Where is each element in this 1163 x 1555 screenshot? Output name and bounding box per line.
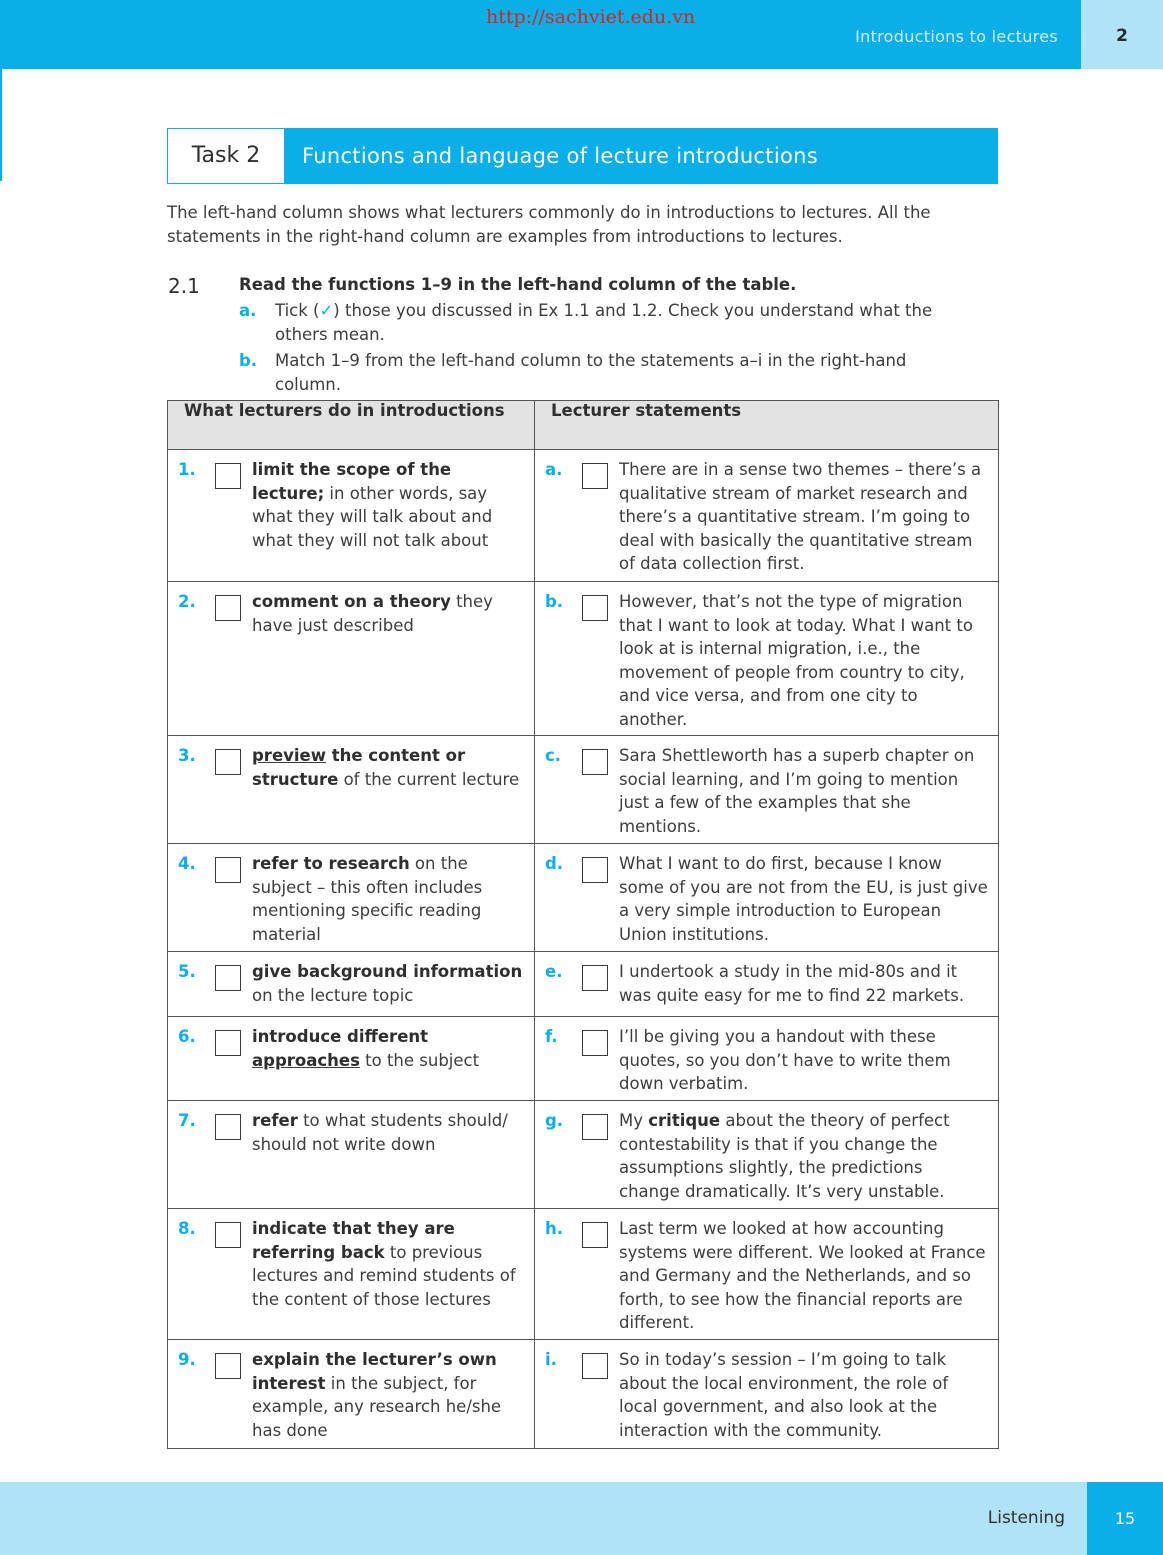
- function-checkbox[interactable]: [215, 1030, 241, 1056]
- function-cell: [168, 952, 535, 1017]
- text-segment: So in today’s session – I’m going to talk about the local environment, the role of local government, and also look at the interaction with the community.: [619, 1350, 949, 1440]
- table-row: [168, 1340, 999, 1449]
- function-number: 2.: [178, 592, 196, 611]
- statement-letter: d.: [545, 854, 564, 873]
- text-segment: to the subject: [359, 1050, 480, 1070]
- text-segment: about the theory of perfect contestability is that if you change the assumptions slightly, the predictions change dramatically. It’s very unstable.: [619, 1111, 950, 1201]
- statement-checkbox[interactable]: [582, 1353, 608, 1379]
- statement-checkbox[interactable]: [582, 1114, 608, 1140]
- page-number: 15: [1087, 1482, 1163, 1555]
- text-segment: in other words, say what they will talk about and what they will not talk about: [252, 483, 493, 550]
- function-checkbox[interactable]: [215, 463, 241, 489]
- statement-text: [619, 458, 988, 576]
- text-segment: give background information: [252, 962, 523, 981]
- function-number: 1.: [178, 460, 196, 479]
- statement-checkbox[interactable]: [582, 857, 608, 883]
- statement-text: [619, 1025, 988, 1096]
- footer-section-label: Listening: [987, 1508, 1065, 1528]
- text-segment: they have just described: [252, 592, 493, 635]
- sub-letter-a: a.: [239, 301, 257, 320]
- text-segment: limit the scope of the lecture;: [252, 460, 452, 503]
- text-segment: indicate that they are referring back: [252, 1219, 455, 1262]
- function-cell: [168, 736, 535, 844]
- statement-cell: [535, 844, 999, 952]
- statement-checkbox[interactable]: [582, 1030, 608, 1056]
- sub-instruction-b: [239, 349, 975, 397]
- exercise-instruction: Read the functions 1–9 in the left-hand column of the table.: [239, 275, 797, 294]
- function-checkbox[interactable]: [215, 965, 241, 991]
- statement-letter: f.: [545, 1027, 558, 1046]
- text-segment: on the subject – this often includes mentioning specific reading material: [252, 854, 483, 944]
- statement-checkbox[interactable]: [582, 1222, 608, 1248]
- table-row: [168, 844, 999, 952]
- function-cell: [168, 1209, 535, 1340]
- table-row: [168, 450, 999, 582]
- function-text: [252, 1025, 524, 1072]
- statement-text: [619, 1109, 988, 1203]
- chapter-title: Introductions to lectures: [855, 27, 1058, 46]
- function-checkbox[interactable]: [215, 1353, 241, 1379]
- table-row: [168, 1101, 999, 1209]
- chapter-number-tab: 2: [1081, 0, 1163, 69]
- intro-paragraph: The left-hand column shows what lecturers commonly do in introductions to lectures. All the statements in the right-hand column are examples from introductions to lectures.: [167, 203, 931, 246]
- sub-text-b: Match 1–9 from the left-hand column to the statements a–i in the right-hand column.: [275, 351, 907, 394]
- function-number: 8.: [178, 1219, 196, 1238]
- function-number: 7.: [178, 1111, 196, 1130]
- function-cell: [168, 844, 535, 952]
- function-text: [252, 852, 524, 946]
- statement-text: [619, 960, 988, 1007]
- sub-instruction-a: [239, 299, 975, 347]
- statement-checkbox[interactable]: [582, 463, 608, 489]
- matching-table: [167, 400, 999, 1449]
- statement-checkbox[interactable]: [582, 595, 608, 621]
- statement-letter: e.: [545, 962, 563, 981]
- function-text: [252, 1217, 524, 1311]
- function-text: [252, 960, 524, 1007]
- sub-text-a-end: ) those you discussed in Ex 1.1 and 1.2. Check you understand what the others mean.: [275, 301, 933, 344]
- tick-mark-icon: ✓: [319, 301, 334, 320]
- function-checkbox[interactable]: [215, 857, 241, 883]
- text-segment: in the subject, for example, any research he/she has done: [252, 1373, 502, 1440]
- text-segment: refer: [252, 1111, 298, 1130]
- function-cell: [168, 450, 535, 582]
- statement-letter: c.: [545, 746, 562, 765]
- statement-text: [619, 852, 988, 946]
- function-cell: [168, 1101, 535, 1209]
- left-margin-rule: [0, 69, 2, 181]
- statement-cell: [535, 1340, 999, 1449]
- site-url[interactable]: http://sachviet.edu.vn: [486, 6, 696, 28]
- column-header-functions: What lecturers do in introductions: [168, 401, 535, 450]
- statement-letter: i.: [545, 1350, 557, 1369]
- function-cell: [168, 1017, 535, 1101]
- statement-text: [619, 590, 988, 731]
- function-number: 6.: [178, 1027, 196, 1046]
- statement-cell: [535, 952, 999, 1017]
- statement-letter: b.: [545, 592, 564, 611]
- text-segment: critique: [648, 1111, 721, 1130]
- statement-checkbox[interactable]: [582, 749, 608, 775]
- text-segment: of the current lecture: [338, 769, 520, 789]
- function-cell: [168, 582, 535, 736]
- statement-cell: [535, 1017, 999, 1101]
- function-text: [252, 590, 524, 637]
- text-segment: comment on a theory: [252, 592, 451, 611]
- text-segment: preview: [252, 746, 326, 765]
- statement-text: [619, 1217, 988, 1335]
- text-segment: What I want to do first, because I know some of you are not from the EU, is just give a very simple introduction to European Union institutions.: [619, 854, 988, 944]
- function-number: 5.: [178, 962, 196, 981]
- text-segment: However, that’s not the type of migration that I want to look at today. What I want to look at is internal migration, i.e., the movement of people from country to city, and vice versa, and from one city to another.: [619, 592, 973, 729]
- text-segment: My: [619, 1111, 649, 1130]
- sub-text-a-start: Tick (: [275, 301, 320, 320]
- text-segment: introduce different: [252, 1027, 429, 1046]
- text-segment: the content or structure: [252, 746, 466, 789]
- function-number: 3.: [178, 746, 196, 765]
- footer-bar: [0, 1482, 1087, 1555]
- table-row: [168, 1209, 999, 1340]
- task-header: [167, 128, 998, 184]
- text-segment: refer to research: [252, 854, 410, 873]
- text-segment: explain the lecturer’s own interest: [252, 1350, 497, 1393]
- table-header-row: [168, 401, 999, 450]
- task-label: Task 2: [168, 129, 284, 183]
- sub-letter-b: b.: [239, 351, 258, 370]
- sub-text-a: [275, 299, 975, 347]
- function-checkbox[interactable]: [215, 749, 241, 775]
- table-row: [168, 1017, 999, 1101]
- table-row: [168, 736, 999, 844]
- text-segment: Last term we looked at how accounting systems were different. We looked at France and Germany and the Netherlands, and so forth, to see how the financial reports are different.: [619, 1219, 986, 1332]
- statement-text: [619, 1348, 988, 1442]
- table-row: [168, 582, 999, 736]
- text-segment: Sara Shettleworth has a superb chapter on social learning, and I’m going to mention just a few of the examples that she mentions.: [619, 746, 975, 836]
- statement-letter: h.: [545, 1219, 564, 1238]
- text-segment: I undertook a study in the mid-80s and it was quite easy for me to find 22 markets.: [619, 962, 965, 1005]
- text-segment: I’ll be giving you a handout with these quotes, so you don’t have to write them down verbatim.: [619, 1027, 951, 1093]
- statement-cell: [535, 1209, 999, 1340]
- function-text: [252, 1348, 524, 1442]
- statement-letter: g.: [545, 1111, 564, 1130]
- function-number: 4.: [178, 854, 196, 873]
- statement-letter: a.: [545, 460, 563, 479]
- function-checkbox[interactable]: [215, 595, 241, 621]
- function-number: 9.: [178, 1350, 196, 1369]
- text-segment: on the lecture topic: [252, 985, 414, 1005]
- statement-text: [619, 744, 988, 838]
- statement-cell: [535, 736, 999, 844]
- exercise-number: 2.1: [168, 274, 200, 298]
- function-text: [252, 744, 524, 791]
- statement-cell: [535, 1101, 999, 1209]
- table-row: [168, 952, 999, 1017]
- function-checkbox[interactable]: [215, 1222, 241, 1248]
- text-segment: approaches: [252, 1050, 360, 1070]
- text-segment: to what students should/ should not write down: [252, 1111, 508, 1154]
- statement-checkbox[interactable]: [582, 965, 608, 991]
- column-header-statements: Lecturer statements: [535, 401, 999, 450]
- function-cell: [168, 1340, 535, 1449]
- text-segment: There are in a sense two themes – there’s a qualitative stream of market research and there’s a quantitative stream. I’m going to deal with basically the quantitative stream of data collection first.: [619, 460, 982, 573]
- function-checkbox[interactable]: [215, 1114, 241, 1140]
- task-title: Functions and language of lecture introductions: [302, 144, 818, 168]
- function-text: [252, 1109, 524, 1156]
- statement-cell: [535, 582, 999, 736]
- statement-cell: [535, 450, 999, 582]
- text-segment: to previous lectures and remind students of the content of those lectures: [252, 1242, 516, 1309]
- function-text: [252, 458, 524, 552]
